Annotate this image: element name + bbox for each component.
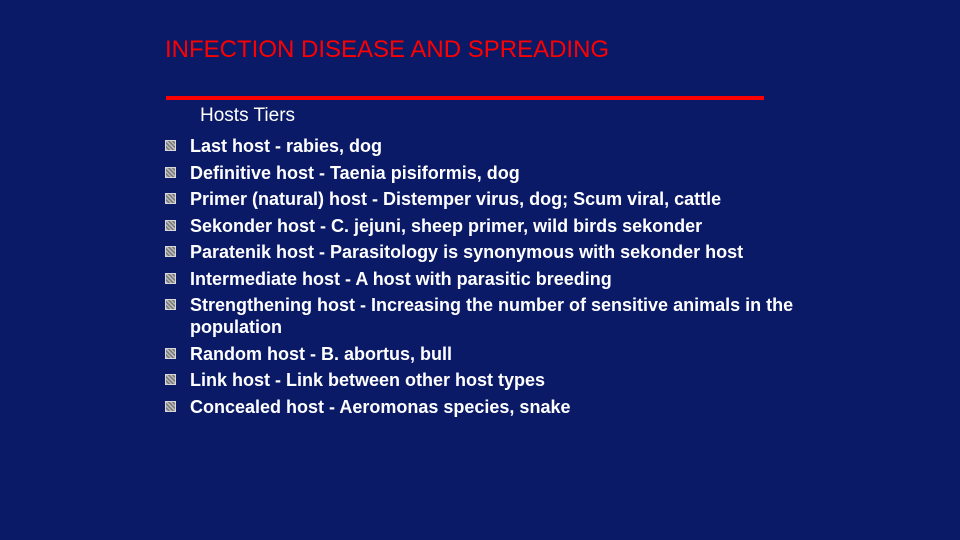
bullet-item xyxy=(165,188,805,210)
title-underline xyxy=(166,96,764,100)
bullet-item xyxy=(165,215,805,237)
bullet-item xyxy=(165,268,805,290)
bullet-text: Concealed host - Aeromonas species, snake xyxy=(190,396,571,417)
bullet-item xyxy=(165,369,805,391)
bullet-text: Last host - rabies, dog xyxy=(190,136,383,156)
bullet-text: Intermediate host - A host with parasitic breeding xyxy=(190,268,612,289)
bullet-item xyxy=(165,343,805,365)
bullet-item xyxy=(165,396,805,418)
bullet-list xyxy=(165,135,805,422)
bullet-item xyxy=(165,135,805,157)
bullet-text: Strengthening host - Increasing the number of sensitive animals in the population xyxy=(190,295,794,337)
hatched-square-bullet-icon xyxy=(165,273,176,284)
hatched-square-bullet-icon xyxy=(165,220,176,231)
hatched-square-bullet-icon xyxy=(165,246,176,257)
bullet-text: Primer (natural) host - Distemper virus, dog; Scum viral, cattle xyxy=(190,189,722,209)
hatched-square-bullet-icon xyxy=(165,401,176,412)
bullet-text: Random host - B. abortus, bull xyxy=(190,343,452,364)
slide-subtitle: Hosts Tiers xyxy=(200,105,296,126)
bullet-item xyxy=(165,241,805,263)
hatched-square-bullet-icon xyxy=(165,348,176,359)
bullet-item xyxy=(165,162,805,184)
bullet-item xyxy=(165,294,805,338)
hatched-square-bullet-icon xyxy=(165,374,176,385)
slide-title: INFECTION DISEASE AND SPREADING xyxy=(165,36,610,63)
bullet-text: Sekonder host - C. jejuni, sheep primer, wild birds sekonder xyxy=(190,215,703,236)
bullet-text: Link host - Link between other host types xyxy=(190,370,546,390)
hatched-square-bullet-icon xyxy=(165,140,176,151)
hatched-square-bullet-icon xyxy=(165,193,176,204)
bullet-text: Paratenik host - Parasitology is synonymous with sekonder host xyxy=(190,242,744,262)
hatched-square-bullet-icon xyxy=(165,299,176,310)
hatched-square-bullet-icon xyxy=(165,167,176,178)
bullet-text: Definitive host - Taenia pisiformis, dog xyxy=(190,162,520,183)
